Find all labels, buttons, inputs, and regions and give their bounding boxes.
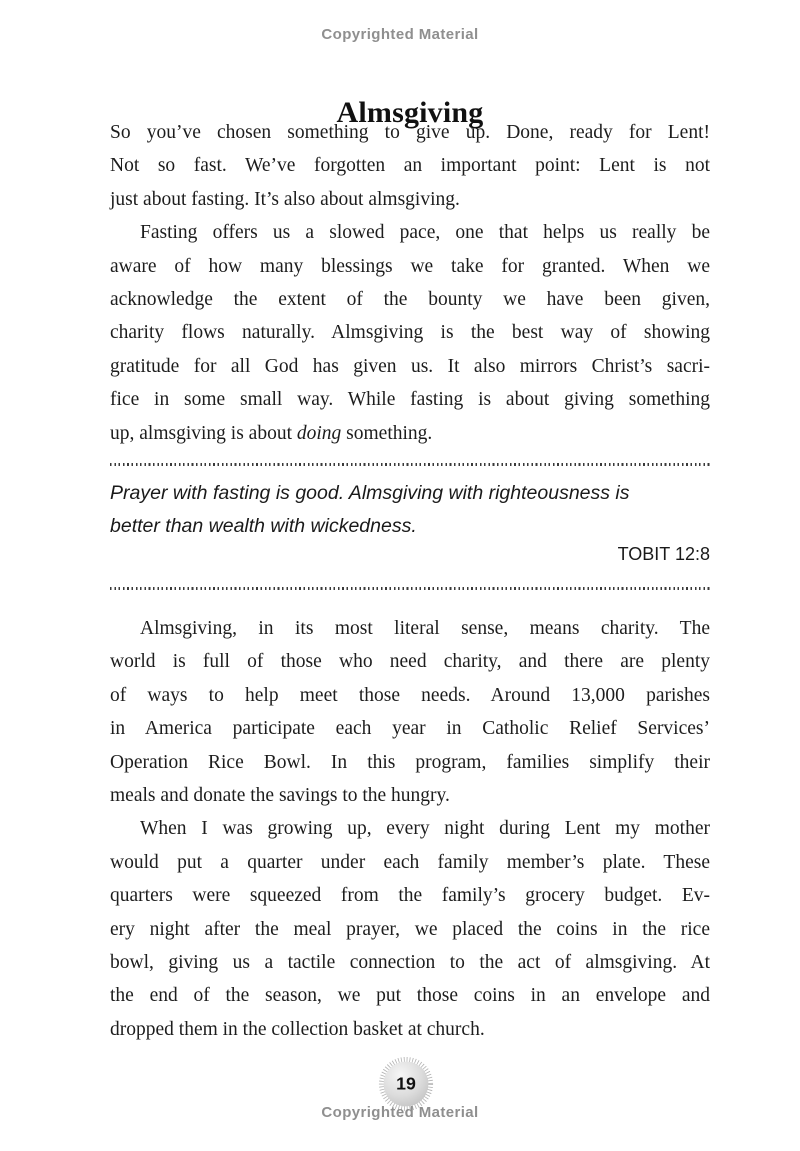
text-line: dropped them in the collection basket at church.: [110, 1018, 485, 1040]
scripture-quote: [110, 477, 710, 543]
emphasized-word: doing: [296, 422, 342, 444]
text-line: just about fasting. It’s also about almsgiving.: [110, 188, 460, 210]
text-segment: up, almsgiving is about: [110, 422, 297, 444]
text-line: ery night after the meal prayer, we placed the coins in the rice: [110, 918, 710, 940]
text-line: acknowledge the extent of the bounty we have been given,: [110, 288, 710, 310]
text-line: fice in some small way. While fasting is about giving something: [110, 389, 710, 411]
dotted-divider-top: [110, 463, 710, 466]
copyright-notice-bottom: Copyrighted Material: [321, 1104, 479, 1121]
text-line: in America participate each year in Catholic Relief Services’: [110, 718, 710, 740]
text-line: charity flows naturally. Almsgiving is the best way of showing: [110, 322, 710, 344]
text-line: So you’ve chosen something to give up. Done, ready for Lent!: [110, 122, 710, 143]
text-line: would put a quarter under each family member’s plate. These: [110, 851, 710, 873]
quote-line: better than wealth with wickedness.: [110, 515, 417, 537]
text-line: the end of the season, we put those coins in an envelope and: [110, 985, 710, 1007]
quote-line: Prayer with fasting is good. Almsgiving with righteousness is: [110, 482, 630, 504]
text-line: of ways to help meet those needs. Around 13,000 parishes: [110, 684, 710, 706]
text-line: Operation Rice Bowl. In this program, families simplify their: [110, 751, 710, 773]
body-text-upper: [110, 116, 710, 450]
text-line: meals and donate the savings to the hungry.: [110, 784, 450, 806]
quote-attribution: TOBIT 12:8: [617, 544, 710, 564]
text-line: world is full of those who need charity, and there are plenty: [110, 651, 710, 673]
copyright-notice-top: Copyrighted Material: [321, 26, 479, 43]
page-title: Almsgiving: [336, 96, 484, 130]
text-line: [110, 417, 710, 450]
text-segment: something.: [341, 422, 433, 444]
text-line: Almsgiving, in its most literal sense, means charity. The: [140, 618, 710, 639]
dotted-divider-bottom: [110, 587, 710, 590]
text-line: aware of how many blessings we take for granted. When we: [110, 255, 710, 277]
text-line: When I was growing up, every night during Lent my mother: [140, 818, 710, 840]
page-number: 19: [396, 1073, 416, 1094]
text-line: bowl, giving us a tactile connection to the act of almsgiving. At: [110, 951, 710, 973]
text-line: quarters were squeezed from the family’s grocery budget. Ev-: [110, 885, 710, 907]
text-line: Fasting offers us a slowed pace, one that helps us really be: [140, 222, 710, 244]
text-line: Not so fast. We’ve forgotten an important point: Lent is not: [110, 155, 710, 177]
text-line: gratitude for all God has given us. It also mirrors Christ’s sacri-: [110, 355, 710, 377]
body-text-lower: [110, 612, 710, 1046]
